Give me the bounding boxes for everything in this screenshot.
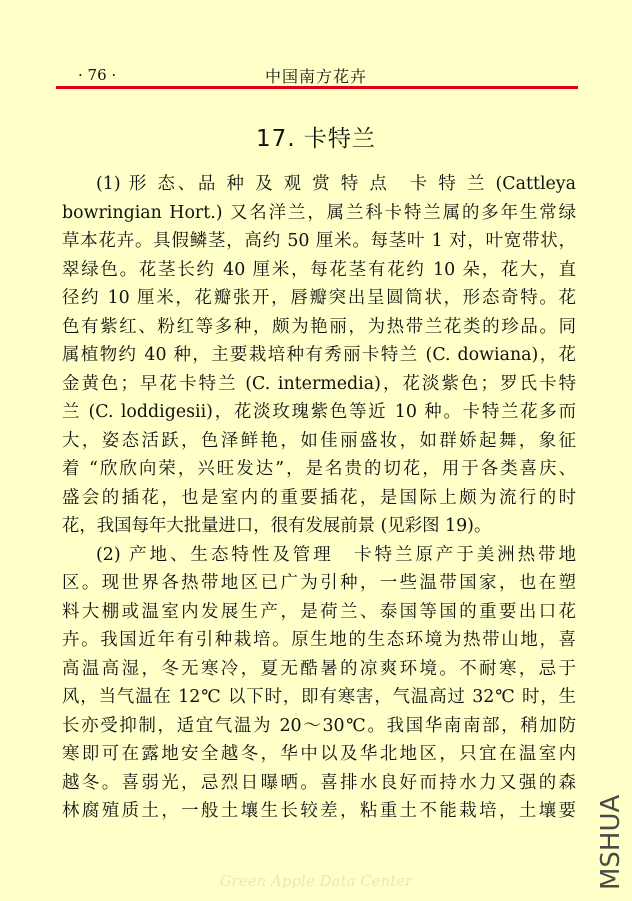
text-line: 越冬。喜弱光，忌烈日曝晒。喜排水良好而持水力又强的森 xyxy=(62,772,576,793)
page-number: · 76 · xyxy=(78,66,117,84)
text-line: 区。现世界各热带地区已广为引种，一些温带国家，也在塑 xyxy=(62,573,576,593)
text-line: 着 “欣欣向荣，兴旺发达”，是名贵的切花，用于各类喜庆、 xyxy=(62,459,576,479)
text-line: 高温高湿，冬无寒冷，夏无酷暑的凉爽环境。不耐寒，忌于 xyxy=(62,658,576,679)
text-line: 盛会的插花，也是室内的重要插花，是国际上颇为流行的时 xyxy=(62,487,576,508)
text-line: 径约 10 厘米，花瓣张开，唇瓣突出呈圆筒状，形态奇特。花 xyxy=(62,288,576,308)
bottom-watermark: Green Apple Data Center xyxy=(219,872,413,890)
text-line: 卉。我国近年有引种栽培。原生地的生态环境为热带山地，喜 xyxy=(62,630,576,650)
text-line: (1) 形 态、品 种 及 观 赏 特 点 卡 特 兰 (Cattleya xyxy=(96,174,576,194)
side-watermark-text: MSHUA xyxy=(596,794,626,890)
text-line: 林腐殖质土，一般土壤生长较差，粘重土不能栽培，土壤要 xyxy=(62,801,576,821)
text-line: 翠绿色。花茎长约 40 厘米，每花茎有花约 10 朵，花大，直 xyxy=(62,259,576,280)
text-line: 色有紫红、粉红等多种，颇为艳丽，为热带兰花类的珍品。同 xyxy=(62,316,576,337)
running-title: 中国南方花卉 xyxy=(264,67,367,86)
text-line: 兰 (C. loddigesii)，花淡玫瑰紫色等近 10 种。卡特兰花多而 xyxy=(62,402,576,422)
section-title: 17. 卡特兰 xyxy=(256,126,376,152)
text-line: 寒即可在露地安全越冬，华中以及华北地区，只宜在温室内 xyxy=(62,744,576,764)
text-line: 长亦受抑制，适宜气温为 20～30℃。我国华南南部，稍加防 xyxy=(62,715,576,736)
text-line: 金黄色；早花卡特兰 (C. intermedia)，花淡紫色；罗氏卡特 xyxy=(62,373,576,394)
text-line: 料大棚或温室内发展生产，是荷兰、泰国等国的重要出口花 xyxy=(62,601,576,622)
text-line: 花，我国每年大批量进口，很有发展前景 (见彩图 19)。 xyxy=(62,516,492,536)
text-line: 大，姿态活跃，色泽鲜艳，如佳丽盛妆，如群娇起舞，象征 xyxy=(62,430,576,451)
body-text xyxy=(62,170,576,826)
text-line: 草本花卉。具假鳞茎，高约 50 厘米。每茎叶 1 对，叶宽带状， xyxy=(62,231,576,251)
text-line: 风，当气温在 12℃ 以下时，即有寒害，气温高过 32℃ 时，生 xyxy=(62,687,576,707)
page-header xyxy=(56,62,576,86)
text-line: (2) 产地、生态特性及管理 卡特兰原产于美洲热带地 xyxy=(96,544,576,565)
header-rule xyxy=(56,86,578,89)
text-line: bowringian Hort.) 又名洋兰，属兰科卡特兰属的多年生常绿 xyxy=(62,202,576,223)
text-line: 属植物约 40 种，主要栽培种有秀丽卡特兰 (C. dowiana)，花 xyxy=(62,345,576,365)
